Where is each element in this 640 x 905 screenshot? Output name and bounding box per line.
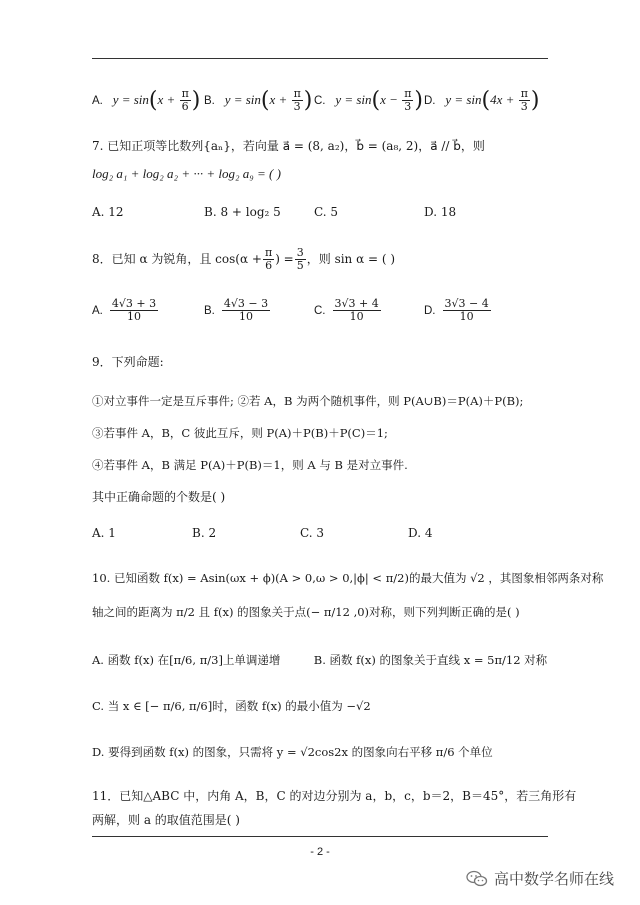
q9-option-c: C. 3 — [300, 526, 325, 540]
q10-option-a-b — [92, 652, 570, 668]
q8-option-c — [314, 298, 382, 323]
option-label: C. — [314, 95, 326, 107]
frac-num: 3√3 − 4 — [444, 297, 489, 310]
q10-option-d: D. 要得到函数 f(x) 的图象，只需将 y = √2cos2x 的图象向右平移 π/6 个单位 — [92, 745, 493, 759]
option-label: A. — [92, 95, 103, 107]
q8-frac-den: 6 — [265, 258, 273, 272]
q6-option-b: B. y = sin(x + $\frac{\pi}{3}$ ) — [204, 87, 313, 113]
q10-option-b: B. 函数 f(x) 的图象关于直线 x = 5π/12 对称 — [313, 653, 548, 667]
q9-statement-3: ③若事件 A，B，C 彼此互斥，则 P(A)＋P(B)＋P(C)＝1; — [92, 426, 388, 440]
q8-option-d — [424, 298, 492, 323]
q10-stem-line2: 轴之间的距离为 π/2 且 f(x) 的图象关于点(− π/12 ,0)对称，则下列判断正确的是( ) — [92, 605, 520, 619]
q9-option-d: D. 4 — [408, 526, 433, 540]
q8-option-b — [204, 298, 271, 323]
option-label: D. — [424, 95, 436, 107]
q10-option-c: C. 当 x ∈ [− π/6, π/6]时，函数 f(x) 的最小值为 −√2 — [92, 699, 371, 713]
q7-option-b: B. 8 + log₂ 5 — [204, 205, 281, 219]
q8-stem-mid: ) = — [275, 252, 294, 266]
q10-option-a: A. 函数 f(x) 在[π/6, π/3]上单调递增 — [92, 653, 281, 667]
wechat-icon — [466, 870, 488, 888]
frac-den: 10 — [459, 310, 474, 323]
q7-options — [92, 205, 570, 221]
q7-option-c: C. 5 — [314, 205, 339, 219]
frac-num: 4√3 + 3 — [111, 297, 157, 310]
q7-option-d: D. 18 — [424, 205, 457, 219]
q9-statement-4: ④若事件 A，B 满足 P(A)＋P(B)＝1，则 A 与 B 是对立事件. — [92, 458, 408, 472]
header-rule — [92, 58, 548, 59]
q8-stem-suffix: ，则 sin α = ( ) — [306, 252, 396, 266]
frac-num: 3√3 + 4 — [334, 297, 379, 310]
frac-den: 10 — [126, 310, 141, 323]
q8-val-num: 3 — [296, 245, 304, 259]
option-label: C. — [314, 304, 326, 317]
option-label: A. — [92, 304, 103, 317]
q8-stem — [92, 244, 570, 274]
q8-frac-num: π — [264, 245, 273, 259]
q9-option-b: B. 2 — [192, 526, 217, 540]
q8-stem-prefix: 8．已知 α 为锐角，且 cos(α + — [92, 252, 262, 266]
q6-option-a: A. y = sin(x + $\frac{\pi}{6}$ ) — [92, 87, 201, 113]
q9-options — [92, 526, 570, 542]
watermark-text: 高中数学名师在线 — [494, 870, 615, 888]
q6-option-d: D. y = sin(4x + $\frac{\pi}{3}$ ) — [424, 87, 540, 113]
q9-option-a: A. 1 — [92, 526, 116, 540]
q9-ask: 其中正确命题的个数是( ) — [92, 490, 226, 504]
page-number: - 2 - — [310, 846, 330, 858]
frac-den: 10 — [238, 310, 253, 323]
q6-options — [92, 80, 570, 116]
q9-stem: 9．下列命题: — [92, 355, 164, 369]
option-label: B. — [204, 95, 215, 107]
q8-option-a — [92, 298, 159, 323]
option-label: D. — [424, 304, 436, 317]
frac-num: 4√3 − 3 — [223, 297, 269, 310]
q7-option-a: A. 12 — [92, 205, 124, 219]
q8-val-den: 5 — [296, 258, 304, 272]
option-label: B. — [204, 304, 215, 317]
q9-statement-1-2: ①对立事件一定是互斥事件; ②若 A，B 为两个随机事件，则 P(A∪B)＝P(A)＋P(B); — [92, 394, 524, 408]
frac-den: 10 — [349, 310, 364, 323]
q7-stem-line2: log₂ a₁ + log₂ a₂ + ··· + log₂ a₉ = ( ) — [92, 166, 281, 181]
q10-stem-line1: 10. 已知函数 f(x) = Asin(ωx + ϕ)(A > 0,ω > 0,|ϕ| < π/2)的最大值为 √2 ，其图象相邻两条对称 — [92, 571, 604, 585]
q11-stem-line1: 11．已知△ABC 中，内角 A，B，C 的对边分别为 a，b，c，b＝2，B＝45°，若三角形有 — [92, 789, 577, 803]
watermark — [466, 868, 614, 889]
q7-stem-line1: 7. 已知正项等比数列{aₙ}，若向量 a⃗ = (8, a₂)，b⃗ = (a₈, 2)，a⃗ // b⃗，则 — [92, 139, 485, 153]
q6-option-c: C. y = sin(x − $\frac{\pi}{3}$ ) — [314, 87, 424, 113]
footer-rule — [92, 836, 548, 837]
q8-options — [92, 298, 570, 330]
q11-stem-line2: 两解，则 a 的取值范围是( ) — [92, 813, 240, 827]
